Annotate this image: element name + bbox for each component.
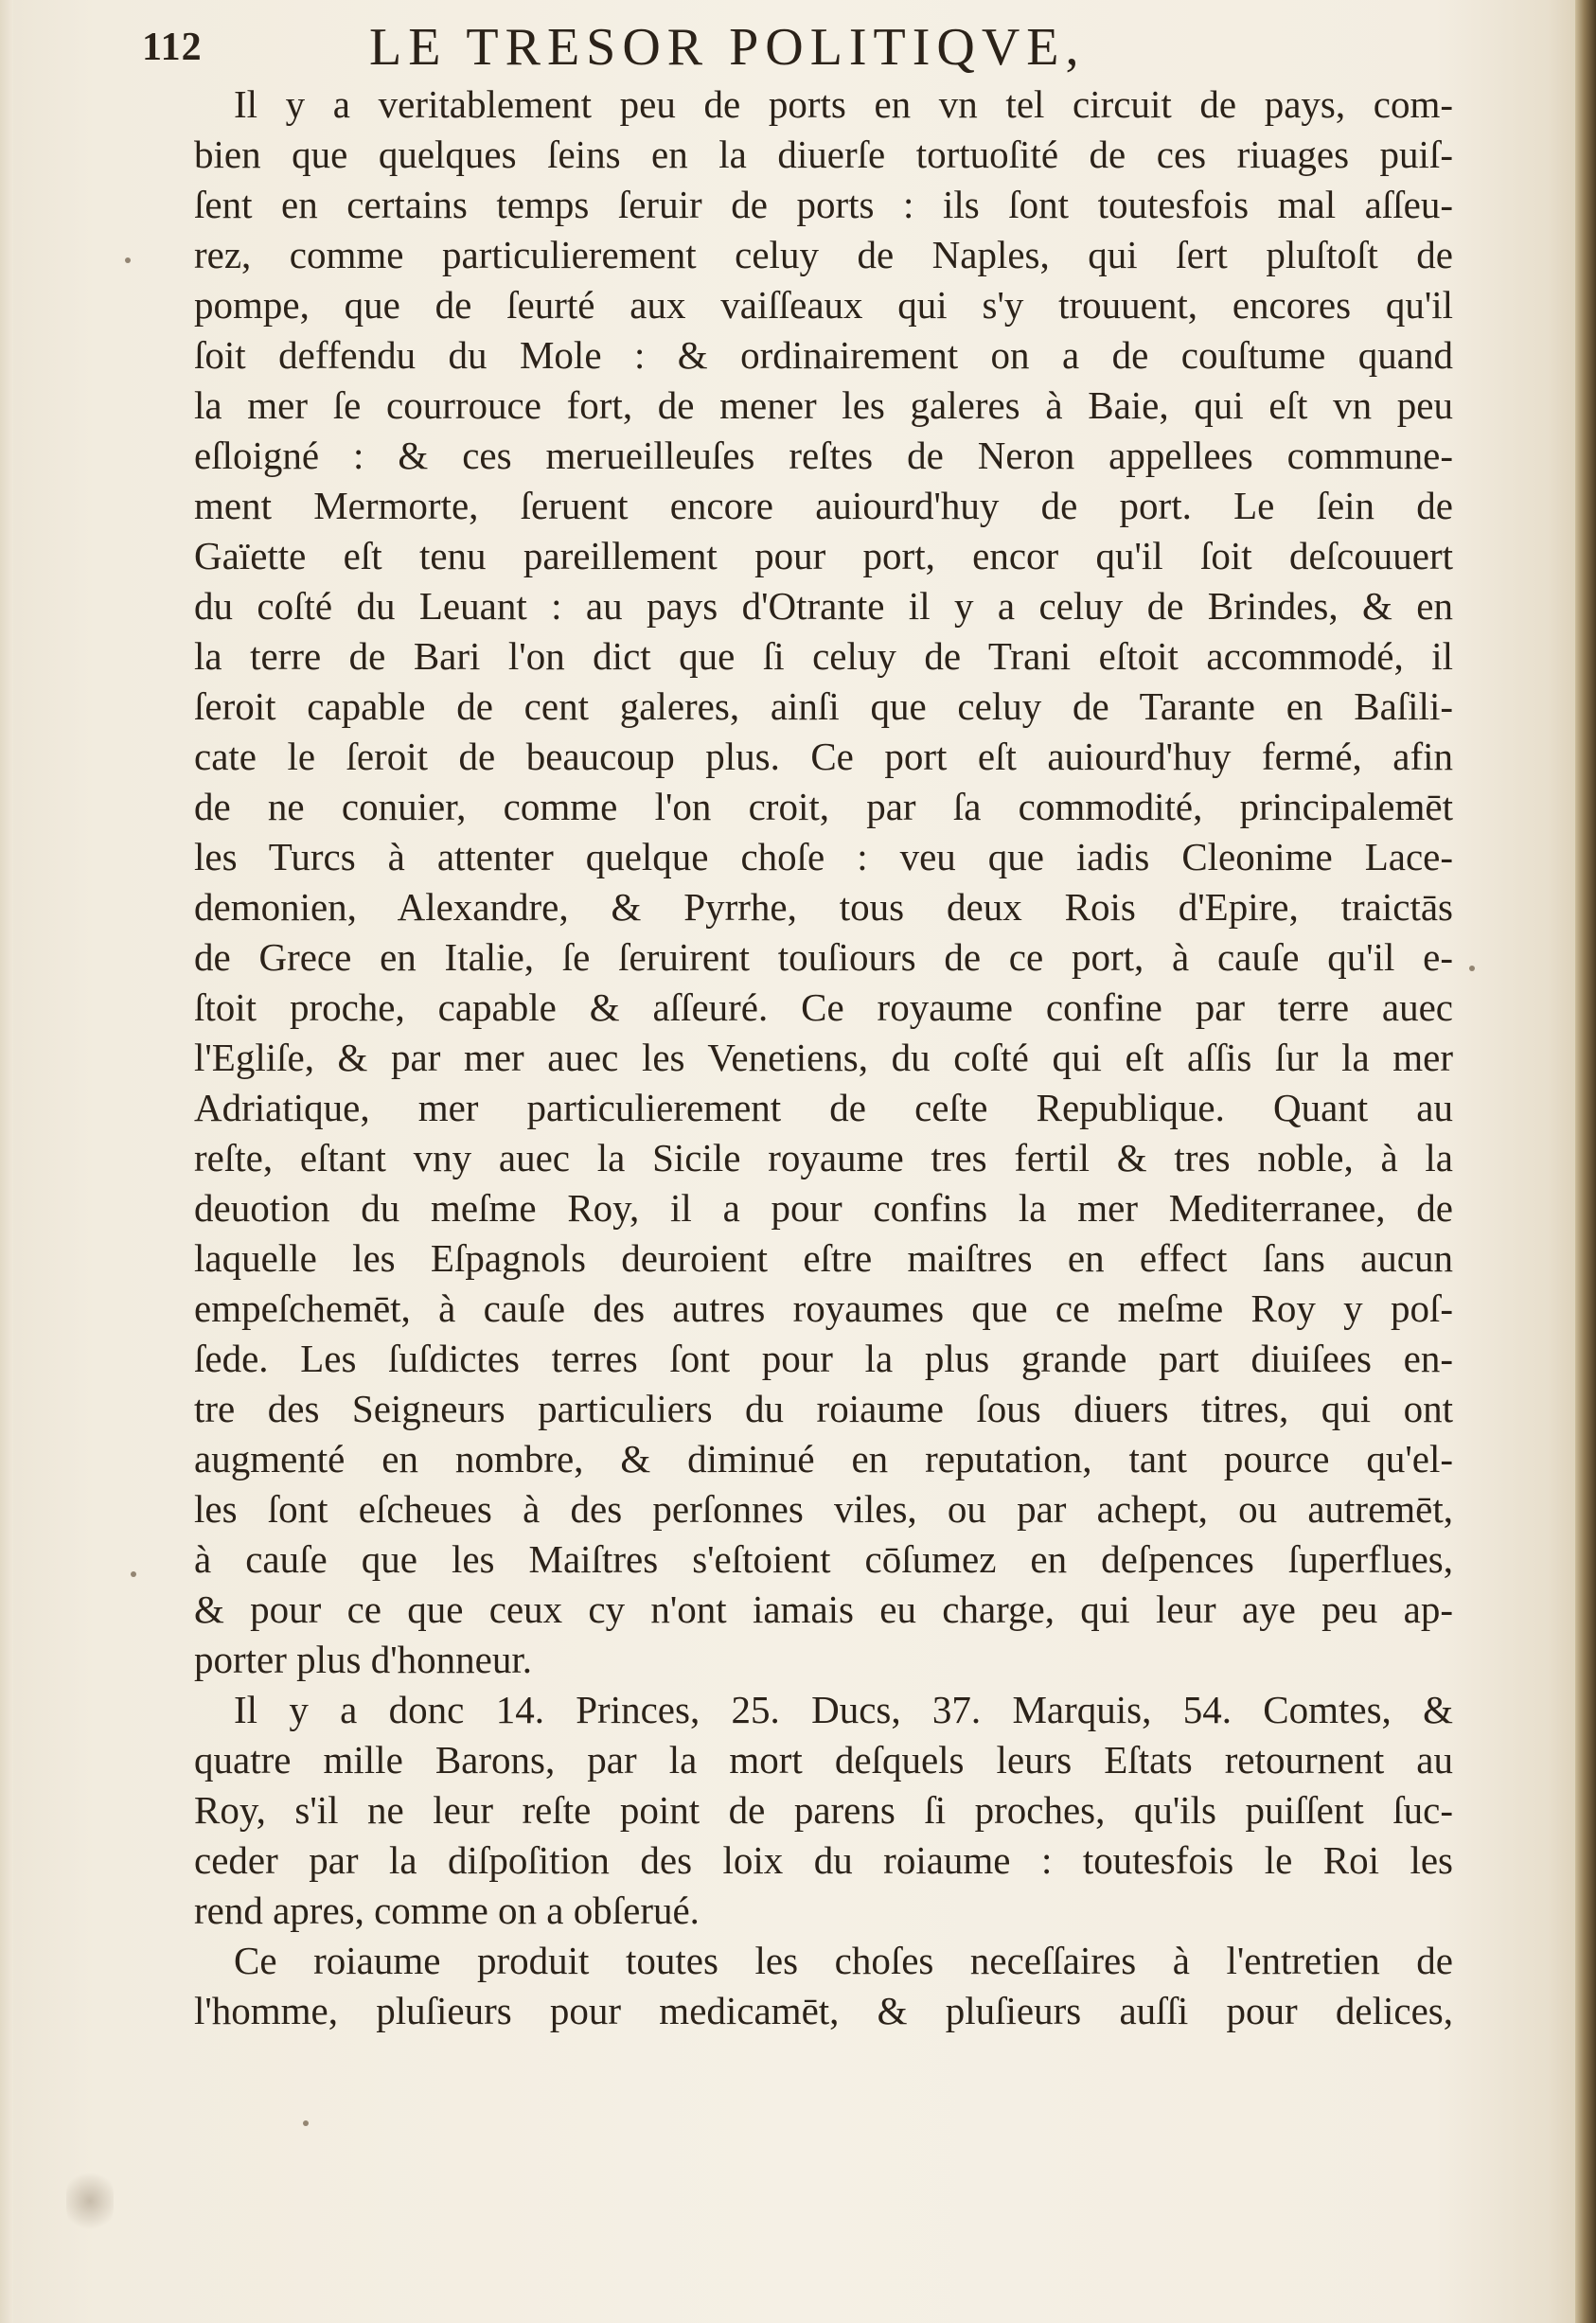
ink-speck	[131, 1571, 136, 1577]
text-line: l'homme, pluſieurs pour medicamēt, & pluſieurs auſſi pour delices,	[194, 1989, 1453, 2032]
text-line: la terre de Bari l'on dict que ſi celuy de Trani eſtoit accommodé, il	[194, 634, 1453, 678]
page-header	[142, 17, 1448, 83]
text-line: l'Egliſe, & par mer auec les Venetiens, du coſté qui eſt aſſis ſur la mer	[194, 1036, 1453, 1079]
text-line: demonien, Alexandre, & Pyrrhe, tous deux Rois d'Epire, traictās	[194, 885, 1453, 929]
ink-speck	[303, 2120, 309, 2126]
text-line: augmenté en nombre, & diminué en reputation, tant pource qu'el-	[194, 1437, 1453, 1481]
text-line: tre des Seigneurs particuliers du roiaume ſous diuers titres, qui ont	[194, 1387, 1453, 1430]
text-line: à cauſe que les Maiſtres s'eſtoient cōſumez en deſpences ſuperflues,	[194, 1537, 1453, 1581]
text-line: ſede. Les ſuſdictes terres ſont pour la plus grande part diuiſees en-	[194, 1337, 1453, 1380]
text-line: cate le ſeroit de beaucoup plus. Ce port eſt auiourd'huy fermé, afin	[194, 735, 1453, 778]
text-line: quatre mille Barons, par la mort deſquels leurs Eſtats retournent au	[194, 1738, 1453, 1782]
running-title: LE TRESOR POLITIQVE,	[369, 18, 1086, 77]
text-line: & pour ce que ceux cy n'ont iamais eu charge, qui leur aye peu ap-	[194, 1587, 1453, 1631]
text-line: deuotion du meſme Roy, il a pour confins la mer Mediterranee, de	[194, 1186, 1453, 1230]
text-line: rend apres, comme on a obſerué.	[194, 1889, 700, 1932]
text-line: les ſont eſcheues à des perſonnes viles, ou par achept, ou autremēt,	[194, 1487, 1453, 1531]
text-line: Roy, s'il ne leur reſte point de parens ſi proches, qu'ils puiſſent ſuc-	[194, 1788, 1453, 1832]
text-line: ſtoit proche, capable & aſſeuré. Ce royaume confine par terre auec	[194, 985, 1453, 1029]
text-line: Il y a veritablement peu de ports en vn tel circuit de pays, com-	[234, 82, 1453, 126]
body-text	[194, 80, 1453, 2036]
text-line: reſte, eſtant vny auec la Sicile royaume tres fertil & tres noble, à la	[194, 1136, 1453, 1179]
ink-speck	[125, 257, 131, 263]
text-line: pompe, que de ſeurté aux vaiſſeaux qui s'y trouuent, encores qu'il	[194, 283, 1453, 327]
ink-speck	[1469, 966, 1475, 971]
text-line: ſoit deffendu du Mole : & ordinairement on a de couſtume quand	[194, 333, 1453, 377]
text-line: la mer ſe courrouce fort, de mener les galeres à Baie, qui eſt vn peu	[194, 383, 1453, 427]
text-line: du coſté du Leuant : au pays d'Otrante il y a celuy de Brindes, & en	[194, 584, 1453, 628]
text-line: Il y a donc 14. Princes, 25. Ducs, 37. Marquis, 54. Comtes, &	[234, 1688, 1453, 1731]
paper-stain	[66, 2168, 114, 2234]
text-line: laquelle les Eſpagnols deuroient eſtre maiſtres en effect ſans aucun	[194, 1236, 1453, 1280]
text-line: porter plus d'honneur.	[194, 1638, 532, 1681]
text-line: empeſchemēt, à cauſe des autres royaumes que ce meſme Roy y poſ-	[194, 1286, 1453, 1330]
text-line: Adriatique, mer particulierement de ceſte Republique. Quant au	[194, 1086, 1453, 1129]
text-line: Ce roiaume produit toutes les choſes neceſſaires à l'entretien de	[234, 1939, 1453, 1982]
text-line: de Grece en Italie, ſe ſeruirent touſiours de ce port, à cauſe qu'il e-	[194, 935, 1453, 979]
text-line: rez, comme particulierement celuy de Naples, qui ſert pluſtoſt de	[194, 233, 1453, 276]
book-spine-edge	[1575, 0, 1596, 2323]
page-left-margin-shadow	[0, 0, 13, 2323]
text-line: de ne conuier, comme l'on croit, par ſa commodité, principalemēt	[194, 785, 1453, 828]
text-line: ceder par la diſpoſition des loix du roiaume : toutesfois le Roi les	[194, 1838, 1453, 1882]
text-line: les Turcs à attenter quelque choſe : veu que iadis Cleonime Lace-	[194, 835, 1453, 878]
page-number: 112	[142, 26, 203, 69]
text-line: eſloigné : & ces merueilleuſes reſtes de Neron appellees commune-	[194, 434, 1453, 477]
text-line: Gaïette eſt tenu pareillement pour port, encor qu'il ſoit deſcouuert	[194, 534, 1453, 577]
text-line: ſent en certains temps ſeruir de ports : ils ſont toutesfois mal aſſeu-	[194, 183, 1453, 226]
text-line: ment Mermorte, ſeruent encore auiourd'huy de port. Le ſein de	[194, 484, 1453, 527]
text-line: ſeroit capable de cent galeres, ainſi que celuy de Tarante en Baſili-	[194, 684, 1453, 728]
text-line: bien que quelques ſeins en la diuerſe tortuoſité de ces riuages puiſ-	[194, 133, 1453, 176]
